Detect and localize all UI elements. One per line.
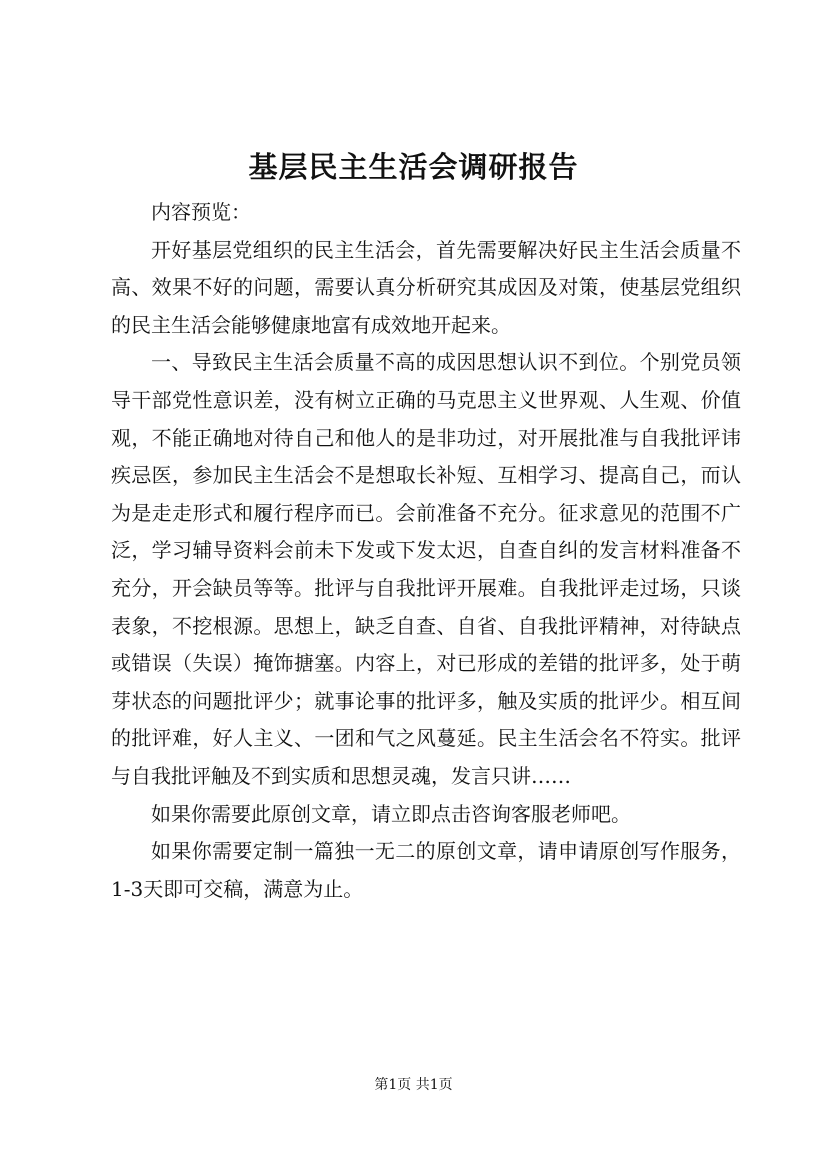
preview-label: 内容预览： xyxy=(151,200,251,224)
paragraph-intro: 开好基层党组织的民主生活会，首先需要解决好民主生活会质量不高、效果不好的问题，需要认真分析研究其成因及对策，使基层党组织的民主生活会能够健康地富有成效地开起来。 xyxy=(111,237,741,337)
document-body xyxy=(111,194,741,908)
paragraph-causes: 一、导致民主生活会质量不高的成因思想认识不到位。个别党员领导干部党性意识差，没有树立正确的马克思主义世界观、人生观、价值观，不能正确地对待自己和他人的是非功过，对开展批准与自我批评讳疾忌医，参加民主生活会不是想取长补短、互相学习、提高自己，而认为是走走形式和履行程序而已。会前准备不充分。征求意见的范围不广泛，学习辅导资料会前未下发或下发太迟，自查自纠的发言材料准备不充分，开会缺员等等。批评与自我批评开展难。自我批评走过场，只谈表象，不挖根源。思想上，缺乏自查、自省、自我批评精神，对待缺点或错误（失误）掩饰搪塞。内容上，对已形成的差错的批评多，处于萌芽状态的问题批评少；就事论事的批评多，触及实质的批评少。相互间的批评难，好人主义、一团和气之风蔓延。民主生活会名不符实。批评与自我批评触及不到实质和思想灵魂，发言只讲…… xyxy=(111,350,741,788)
page-number-footer: 第1页 共1页 xyxy=(374,1077,453,1093)
document-title: 基层民主生活会调研报告 xyxy=(248,150,579,184)
paragraph-contact: 如果你需要此原创文章，请立即点击咨询客服老师吧。 xyxy=(151,801,631,826)
paragraph-custom-service: 如果你需要定制一篇独一无二的原创文章，请申请原创写作服务，1-3天即可交稿，满意为止。 xyxy=(111,839,741,901)
